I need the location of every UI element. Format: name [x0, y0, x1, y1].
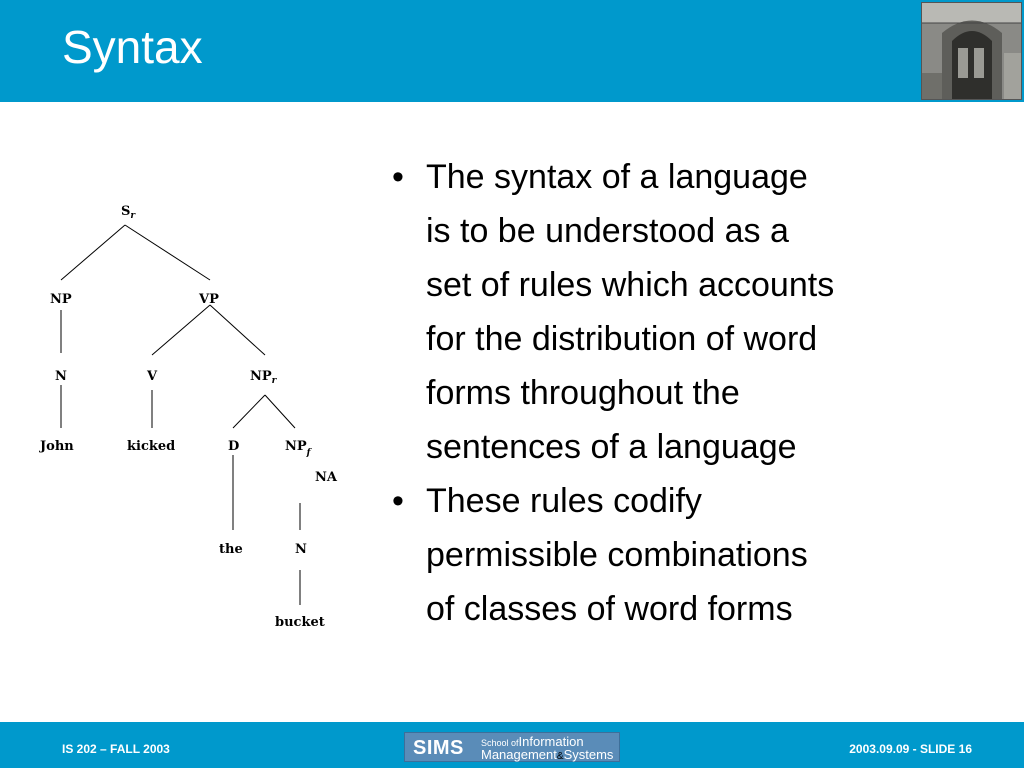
- parse-tree-diagram: [25, 185, 365, 645]
- slide-title: Syntax: [62, 21, 203, 73]
- bullet-line: for the distribution of word: [426, 320, 818, 358]
- tree-node-np-subject: NP: [50, 292, 72, 307]
- tree-node-np-object: $NP_r$: [250, 369, 277, 386]
- bullet-dot-icon: •: [392, 482, 404, 520]
- tree-node-np-inner: $NP_f$: [285, 439, 311, 458]
- tree-leaf-bucket: bucket: [275, 615, 325, 630]
- bullet-line: These rules codify: [426, 482, 702, 520]
- tree-node-s: $S_r$: [121, 204, 136, 221]
- management-text: Management: [481, 747, 557, 762]
- course-label: IS 202 – FALL 2003: [62, 742, 170, 756]
- tree-leaf-john: John: [40, 439, 74, 454]
- tree-node-na: NA: [315, 470, 337, 485]
- sims-wordmark: SIMS: [413, 737, 464, 759]
- bullet-item: [390, 150, 990, 474]
- bullet-dot-icon: •: [392, 158, 404, 196]
- building-photo: [921, 2, 1022, 100]
- sims-logo: [404, 732, 620, 762]
- tree-node-vp: VP: [199, 292, 219, 307]
- tree-leaf-kicked: kicked: [127, 439, 176, 454]
- tree-node-v: V: [147, 369, 158, 384]
- information-text: Information: [518, 734, 584, 749]
- bullet-line: forms throughout the: [426, 374, 740, 412]
- tree-node-n-subject: N: [55, 369, 67, 384]
- bullet-item: [390, 474, 990, 636]
- tree-leaf-the: the: [219, 542, 243, 557]
- tree-node-n-inner: N: [295, 542, 307, 557]
- bullet-line: set of rules which accounts: [426, 266, 835, 304]
- tree-node-d: D: [228, 439, 240, 454]
- bullet-line: The syntax of a language: [426, 158, 808, 196]
- systems-text: Systems: [563, 747, 614, 762]
- bullet-line: of classes of word forms: [426, 590, 793, 628]
- school-of-text: School of: [481, 738, 519, 748]
- ampersand-text: &: [556, 751, 564, 762]
- bullet-line: is to be understood as a: [426, 212, 789, 250]
- bullet-line: permissible combinations: [426, 536, 808, 574]
- bullet-list: [390, 150, 990, 636]
- bullet-line: sentences of a language: [426, 428, 797, 466]
- slide-number-label: 2003.09.09 - SLIDE 16: [849, 742, 972, 756]
